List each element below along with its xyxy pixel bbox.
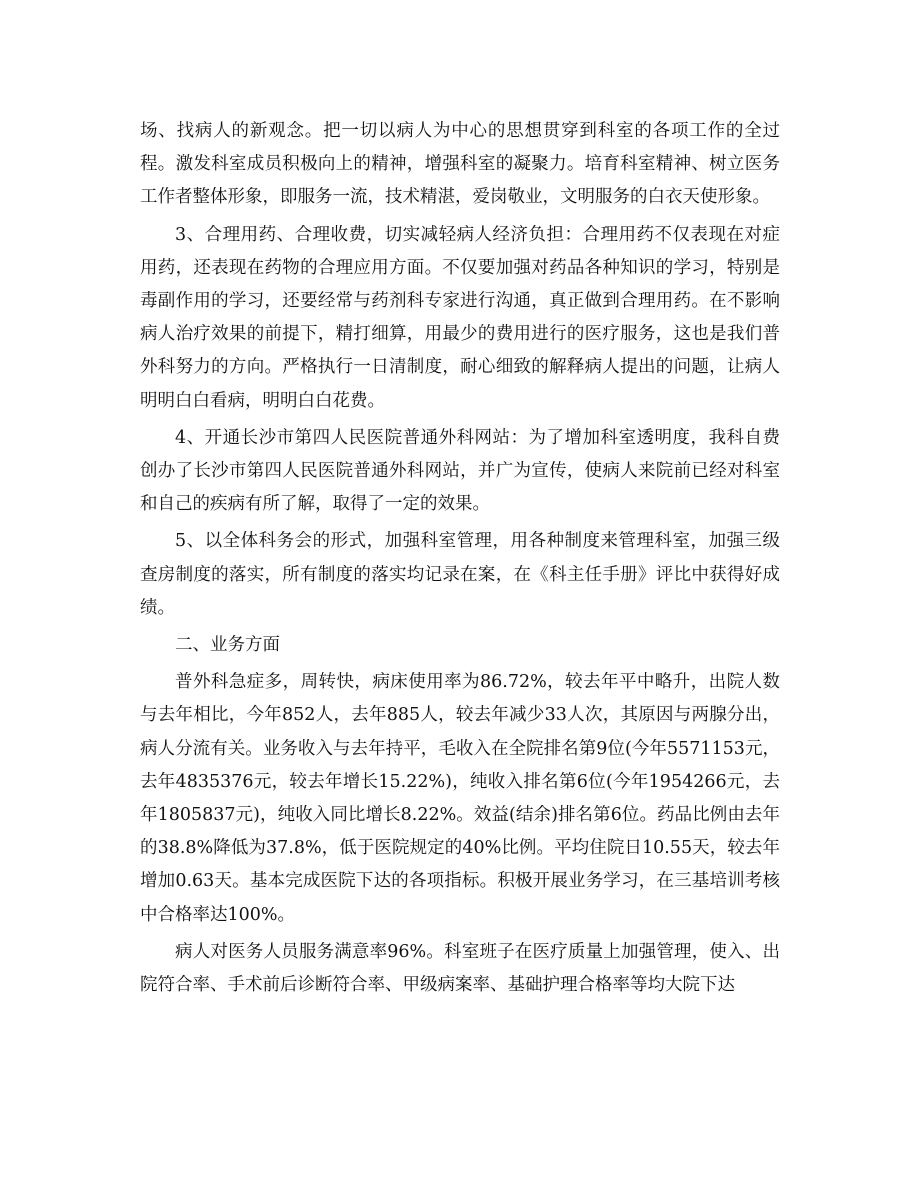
paragraph-1: 场、找病人的新观念。把一切以病人为中心的思想贯穿到科室的各项工作的全过程。激发科室成员积极向上的精神，增强科室的凝聚力。培育科室精神、树立医务工作者整体形象，即服务一流，技术精湛，爱岗敬业，文明服务的白衣天使形象。: [140, 121, 780, 208]
paragraph-7: 病人对医务人员服务满意率96%。科室班子在医疗质量上加强管理，使入、出院符合率、手术前后诊断符合率、甲级病案率、基础护理合格率等均大院下达: [140, 941, 780, 996]
paragraph-6: 普外科急症多，周转快，病床使用率为86.72%，较去年平中略升，出院人数与去年相比，今年852人，去年885人，较去年减少33人次，其原因与两腺分出，病人分流有关。业务收入与去年持平，毛收入在全院排名第9位(今年5571153元，去年4835376元，较去年增长15.22%)，纯收入排名第6位(今年1954266元，去年1805837元)，纯收入同比增长8.22%。效益(结余)排名第6位。药品比例由去年的38.8%降低为37.8%，低于医院规定的40%比例。平均住院日10.55天，较去年增加0.63天。基本完成医院下达的各项指标。积极开展业务学习，在三基培训考核中合格率达100%。: [140, 672, 780, 925]
paragraph-4: 5、以全体科务会的形式，加强科室管理，用各种制度来管理科室，加强三级查房制度的落实，所有制度的落实均记录在案，在《科主任手册》评比中获得好成绩。: [140, 531, 780, 618]
section-heading-business: 二、业务方面: [175, 635, 280, 656]
paragraph-3: 4、开通长沙市第四人民医院普通外科网站：为了增加科室透明度，我科自费创办了长沙市第四人民医院普通外科网站，并广为宣传，使病人来院前已经对科室和自己的疾病有所了解，取得了一定的效果。: [140, 427, 780, 515]
document-body: [140, 115, 780, 1006]
paragraph-2: 3、合理用药、合理收费，切实减轻病人经济负担：合理用药不仅表现在对症用药，还表现在药物的合理应用方面。不仅要加强对药品各种知识的学习，特别是毒副作用的学习，还要经常与药剂科专家进行沟通，真正做到合理用药。在不影响病人治疗效果的前提下，精打细算，用最少的费用进行的医疗服务，这也是我们普外科努力的方向。严格执行一日清制度，耐心细致的解释病人提出的问题，让病人明明白白看病，明明白白花费。: [140, 224, 780, 411]
